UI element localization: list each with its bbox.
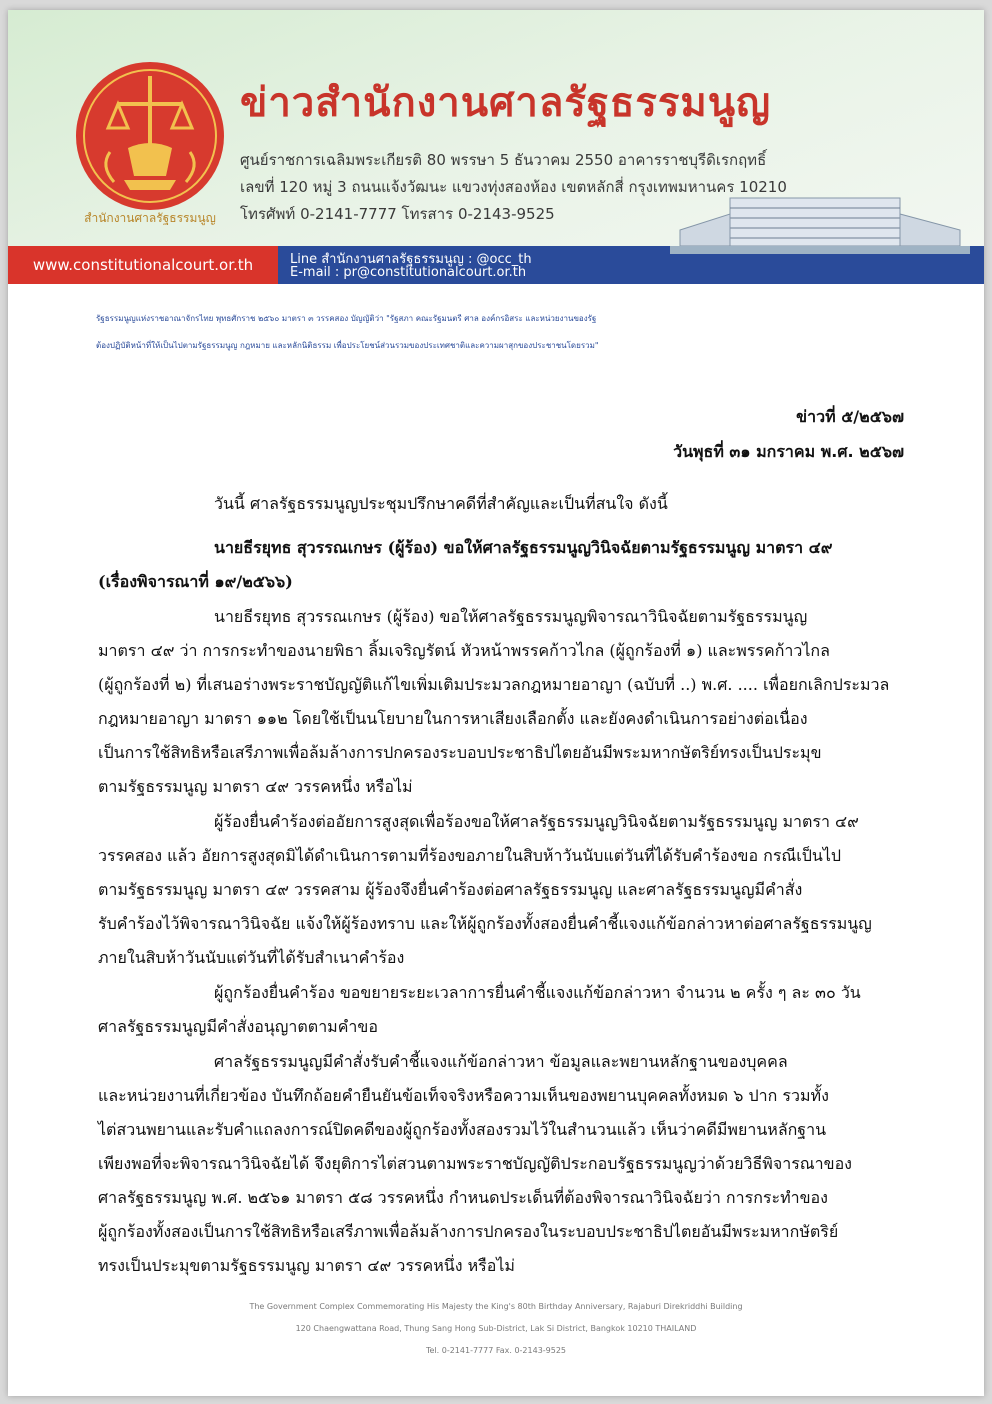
footer-line-1: The Government Complex Commemorating His Majesty the King's 80th Birthday Anniversary, Rajaburi Direkriddhi Building bbox=[249, 1302, 743, 1311]
website-text: www.constitutionalcourt.or.th bbox=[32, 256, 254, 274]
paragraph-line: ตามรัฐธรรมนูญ มาตรา ๔๙ วรรคสาม ผู้ร้องจึงยื่นคำร้องต่อศาลรัฐธรรมนูญ และศาลรัฐธรรมนูญมีคำสั่ง bbox=[98, 880, 803, 899]
paragraph-line: ผู้ถูกร้องทั้งสองเป็นการใช้สิทธิหรือเสรีภาพเพื่อล้มล้างการปกครองในระบอบประชาธิปไตยอันมีพระมหากษัตริย์ bbox=[98, 1222, 839, 1241]
case-title-line-2: (เรื่องพิจารณาที่ ๑๙/๒๕๖๖) bbox=[98, 572, 293, 591]
court-seal-icon bbox=[70, 56, 230, 226]
website-link[interactable] bbox=[8, 246, 278, 284]
paragraph-line: (ผู้ถูกร้องที่ ๒) ที่เสนอร่างพระราชบัญญัติแก้ไขเพิ่มเติมประมวลกฎหมายอาญา (ฉบับที่ ..) พ.ศ. .... เพื่อยกเลิกประมวล bbox=[98, 675, 890, 694]
news-number: ข่าวที่ ๕/๒๕๖๗ bbox=[796, 407, 904, 426]
paragraph-line: ผู้ถูกร้องยื่นคำร้อง ขอขยายระยะเวลาการยื่นคำชี้แจงแก้ข้อกล่าวหา จำนวน ๒ ครั้ง ๆ ละ ๓๐ วัน bbox=[214, 983, 861, 1002]
paragraph-line: มาตรา ๔๙ ว่า การกระทำของนายพิธา ลิ้มเจริญรัตน์ หัวหน้าพรรคก้าวไกล (ผู้ถูกร้องที่ ๑) และพรรคก้าวไกล bbox=[98, 641, 830, 660]
paragraph-line: และหน่วยงานที่เกี่ยวข้อง บันทึกถ้อยคำยืนยันข้อเท็จจริงหรือความเห็นของพยานบุคคลทั้งหมด ๖ ปาก รวมทั้ง bbox=[98, 1086, 829, 1105]
intro-text: วันนี้ ศาลรัฐธรรมนูญประชุมปรึกษาคดีที่สำคัญและเป็นที่สนใจ ดังนี้ bbox=[214, 494, 668, 513]
paragraph-line: ไต่สวนพยานและรับคำแถลงการณ์ปิดคดีของผู้ถูกร้องทั้งสองรวมไว้ในสำนวนแล้ว เห็นว่าคดีมีพยานหลักฐาน bbox=[98, 1120, 827, 1139]
paragraph-line: เพียงพอที่จะพิจารณาวินิจฉัยได้ จึงยุติการไต่สวนตามพระราชบัญญัติประกอบรัฐธรรมนูญว่าด้วยวิธีพิจารณาของ bbox=[98, 1154, 852, 1173]
paragraph-line: เป็นการใช้สิทธิหรือเสรีภาพเพื่อล้มล้างการปกครองระบอบประชาธิปไตยอันมีพระมหากษัตริย์ทรงเป็นประมุข bbox=[98, 743, 822, 762]
paragraph-line: รับคำร้องไว้พิจารณาวินิจฉัย แจ้งให้ผู้ร้องทราบ และให้ผู้ถูกร้องทั้งสองยื่นคำชี้แจงแก้ข้อกล่าวหาต่อศาลรัฐธรรมนูญ bbox=[98, 914, 872, 933]
paragraph-line: ภายในสิบห้าวันนับแต่วันที่ได้รับสำเนาคำร้อง bbox=[98, 948, 405, 967]
seal-caption: สำนักงานศาลรัฐธรรมนูญ bbox=[84, 211, 216, 225]
preamble-line-2: ต้องปฏิบัติหน้าที่ให้เป็นไปตามรัฐธรรมนูญ กฎหมาย และหลักนิติธรรม เพื่อประโยชน์ส่วนรวมของประเทศชาติและความผาสุกของประชาชนโดยรวม" bbox=[96, 341, 599, 350]
paragraph-line: ผู้ร้องยื่นคำร้องต่ออัยการสูงสุดเพื่อร้องขอให้ศาลรัฐธรรมนูญวินิจฉัยตามรัฐธรรมนูญ มาตรา ๔๙ bbox=[214, 812, 859, 831]
address-line-2: เลขที่ 120 หมู่ 3 ถนนแจ้งวัฒนะ แขวงทุ่งสองห้อง เขตหลักสี่ กรุงเทพมหานคร 10210 bbox=[240, 178, 787, 196]
case-title-line-1: นายธีรยุทธ สุวรรณเกษร (ผู้ร้อง) ขอให้ศาลรัฐธรรมนูญวินิจฉัยตามรัฐธรรมนูญ มาตรา ๔๙ bbox=[214, 538, 833, 557]
paragraph-line: ตามรัฐธรรมนูญ มาตรา ๔๙ วรรคหนึ่ง หรือไม่ bbox=[98, 777, 413, 796]
paragraph-line: กฎหมายอาญา มาตรา ๑๑๒ โดยใช้เป็นนโยบายในการหาเสียงเลือกตั้ง และยังคงดำเนินการอย่างต่อเนื่อง bbox=[98, 709, 808, 728]
paragraph-line: ศาลรัฐธรรมนูญมีคำสั่งรับคำชี้แจงแก้ข้อกล่าวหา ข้อมูลและพยานหลักฐานของบุคคล bbox=[214, 1052, 788, 1071]
line-contact: Line สำนักงานศาลรัฐธรรมนูญ : @occ_th bbox=[290, 252, 532, 267]
address-line-1: ศูนย์ราชการเฉลิมพระเกียรติ 80 พรรษา 5 ธันวาคม 2550 อาคารราชบุรีดิเรกฤทธิ์ bbox=[240, 151, 767, 169]
phone-fax-line: โทรศัพท์ 0-2141-7777 โทรสาร 0-2143-9525 bbox=[240, 205, 555, 223]
paragraph-line: วรรคสอง แล้ว อัยการสูงสุดมิได้ดำเนินการตามที่ร้องขอภายในสิบห้าวันนับแต่วันที่ได้รับคำร้องขอ กรณีเป็นไป bbox=[98, 846, 842, 865]
paragraph-line: ศาลรัฐธรรมนูญมีคำสั่งอนุญาตตามคำขอ bbox=[98, 1017, 378, 1036]
paragraph-line: ศาลรัฐธรรมนูญ พ.ศ. ๒๕๖๑ มาตรา ๕๘ วรรคหนึ่ง กำหนดประเด็นที่ต้องพิจารณาวินิจฉัยว่า การกระทำของ bbox=[98, 1188, 828, 1207]
preamble-line-1: รัฐธรรมนูญแห่งราชอาณาจักรไทย พุทธศักราช ๒๕๖๐ มาตรา ๓ วรรคสอง บัญญัติว่า "รัฐสภา คณะรัฐมนตรี ศาล องค์กรอิสระ และหน่วยงานของรัฐ bbox=[96, 314, 597, 323]
letterhead-title: ข่าวสำนักงานศาลรัฐธรรมนูญ bbox=[240, 80, 772, 126]
paragraph-line: ทรงเป็นประมุขตามรัฐธรรมนูญ มาตรา ๔๙ วรรคหนึ่ง หรือไม่ bbox=[98, 1256, 515, 1275]
paragraph-line: นายธีรยุทธ สุวรรณเกษร (ผู้ร้อง) ขอให้ศาลรัฐธรรมนูญพิจารณาวินิจฉัยตามรัฐธรรมนูญ bbox=[214, 607, 808, 626]
court-building-icon bbox=[670, 178, 970, 282]
email-contact: E-mail : pr@constitutionalcourt.or.th bbox=[290, 265, 527, 280]
news-date: วันพุธที่ ๓๑ มกราคม พ.ศ. ๒๕๖๗ bbox=[673, 442, 904, 461]
footer-line-3: Tel. 0-2141-7777 Fax. 0-2143-9525 bbox=[425, 1346, 567, 1355]
document-page bbox=[8, 10, 984, 1396]
footer-line-2: 120 Chaengwattana Road, Thung Sang Hong Sub-District, Lak Si District, Bangkok 10210 THAILAND bbox=[295, 1324, 697, 1333]
